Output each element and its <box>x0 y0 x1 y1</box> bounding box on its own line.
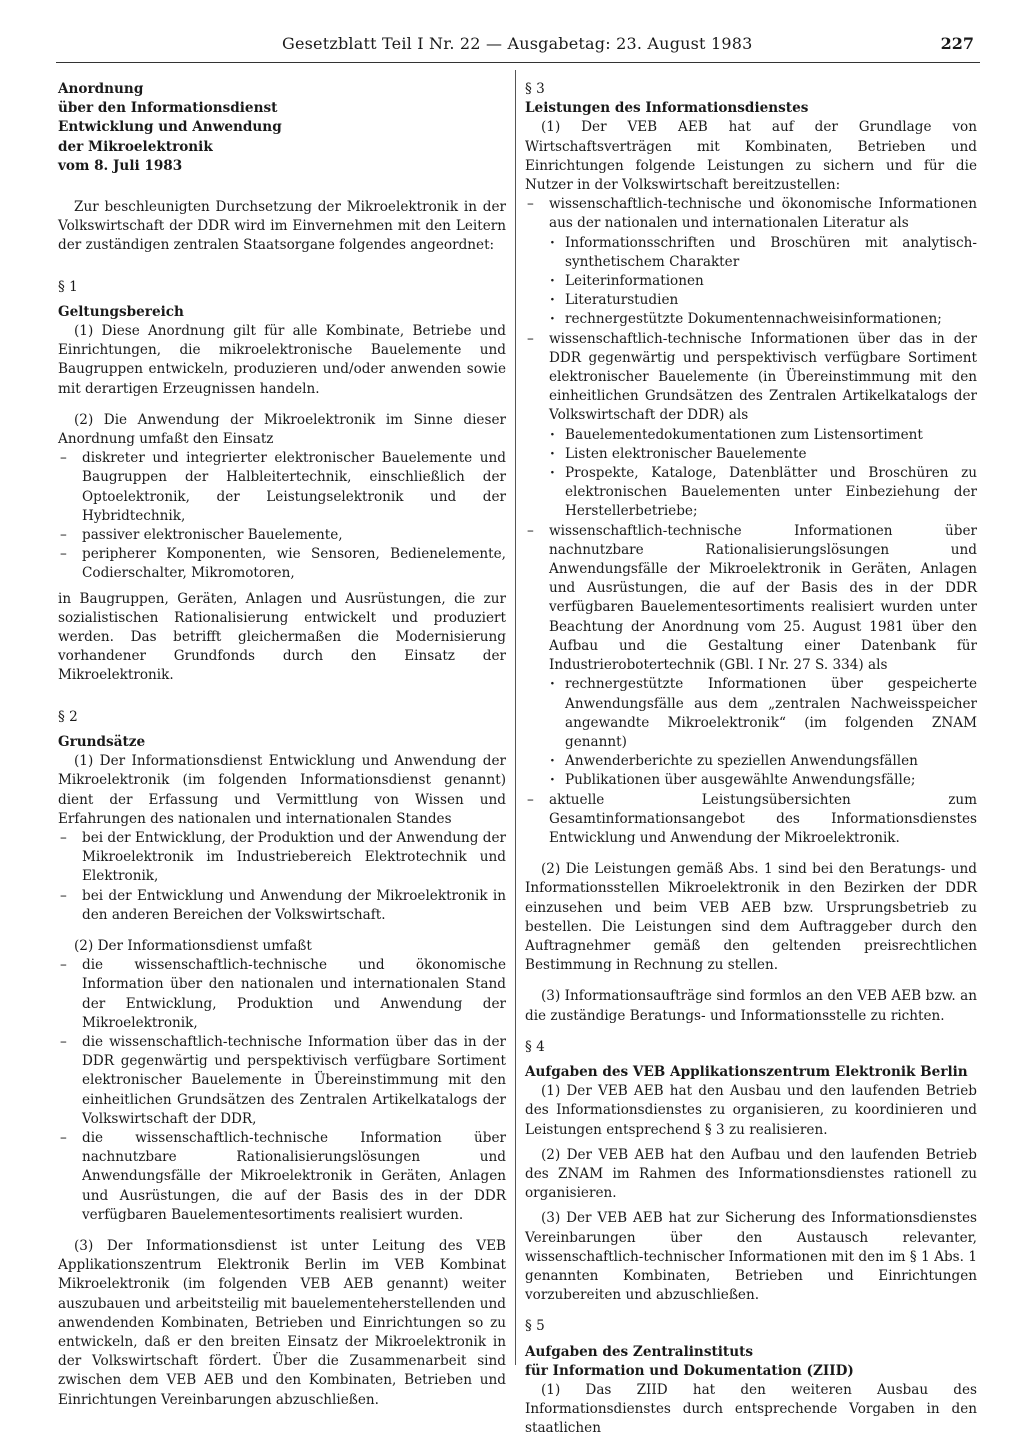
list-item: – die wissenschaftlich-technische und ökonomische Information über den nationalen und internationalen Stand der Entwicklung, Produktion und Anwendung der Mikroelektronik, <box>58 956 506 1033</box>
section-3-para-2: (2) Die Leistungen gemäß Abs. 1 sind bei den Beratungs- und Informationsstellen Mikroelektronik in den Bezirken der DDR einzusehen und beim VEB AEB bzw. Ursprungsbetrieb zu bestellen. Die Leistungen sind dem Auftraggeber durch den Auftragnehmer gemäß den geltenden preisrechtlichen Bestimmung in Rechnung zu stellen. <box>525 861 977 974</box>
section-3-para-3: (3) Informationsaufträge sind formlos an den VEB AEB bzw. an die zuständige Beratungs- und Informationsstelle zu richten. <box>525 988 977 1024</box>
sub-list-item: · Anwenderberichte zu speziellen Anwendungsfällen <box>525 752 977 771</box>
left-column <box>58 80 506 1410</box>
section-4-para-2: (2) Der VEB AEB hat den Aufbau und den laufenden Betrieb des ZNAM im Rahmen des Informationsdienstes rationell zu organisieren. <box>525 1146 977 1202</box>
sub-list-item: · Informationsschriften und Broschüren mit analytisch-synthetischem Charakter <box>525 234 977 272</box>
list-item: – die wissenschaftlich-technische Information über das in der DDR gegenwärtig und perspektivisch verfügbare Sortiment elektronischer Bauelemente in Übereinstimmung mit den einheitlichen Grundsätzen des Zentralen Artikelkatalogs der Volkswirtschaft der DDR, <box>58 1033 506 1129</box>
sub-list <box>525 234 977 330</box>
section-3-sign: § 3 <box>525 81 545 97</box>
page-number: 227 <box>940 34 974 53</box>
header-rule <box>56 62 980 63</box>
page-header <box>0 34 1024 58</box>
section-5-title-line: für Information und Dokumentation (ZIID) <box>525 1362 854 1379</box>
section-2-para-3: (3) Der Informationsdienst ist unter Leitung des VEB Applikationszentrum Elektronik Berlin im VEB Kombinat Mikroelektronik (im folgenden VEB AEB genannt) weiter auszubauen und arbeitsteilig mit bauelementeherstellenden und anwendenden Kombinaten, Betrieben und Einrichtungen so zu entwickeln, daß er den breiten Einsatz der Mikroelektronik in der Volkswirtschaft fördert. Über die Zusammenarbeit sind zwischen dem VEB AEB und den Kombinaten, Betrieben und Einrichtungen Vereinbarungen abzuschließen. <box>58 1237 506 1408</box>
list-item: – bei der Entwicklung und Anwendung der Mikroelektronik in den anderen Bereichen der Volkswirtschaft. <box>58 887 506 925</box>
list-item-text: wissenschaftlich-technische Informationen über nachnutzbare Rationalisierungslösungen und Anwendungsfälle der Mikroelektronik in Geräten, Anlagen und Ausrüstungen, die auf der Basis des in der DDR verfügbaren Bauelementesortiments realisiert wurden unter Beachtung der Anordnung vom 25. August 1981 über den Aufbau und die Gestaltung einer Datenbank für Industrierobotertechnik (GBl. I Nr. 27 S. 334) als <box>549 522 977 674</box>
section-4-title: Aufgaben des VEB Applikationszentrum Elektronik Berlin <box>525 1063 968 1080</box>
doc-title-line: über den Informationsdienst <box>58 100 278 117</box>
sub-list-item: · Prospekte, Kataloge, Datenblätter und Broschüren zu elektronischen Bauelementen unter Einbeziehung der Herstellerbetriebe; <box>525 464 977 522</box>
section-4-sign: § 4 <box>525 1038 545 1055</box>
list-item <box>525 330 977 522</box>
section-2-list-2 <box>58 956 506 1225</box>
section-1-list <box>58 449 506 583</box>
sub-list <box>525 675 977 790</box>
sub-list-item: · Leiterinformationen <box>525 272 977 291</box>
section-2-title: Grundsätze <box>58 733 146 750</box>
list-item: – die wissenschaftlich-technische Information über nachnutzbare Rationalisierungslösungen und Anwendungsfälle der Mikroelektronik in Geräten, Anlagen und Ausrüstungen, die auf der Basis des in der DDR verfügbaren Bauelementesortiments realisiert wurden. <box>58 1129 506 1225</box>
gazette-header: Gesetzblatt Teil I Nr. 22 — Ausgabetag: 23. August 1983 <box>282 34 753 53</box>
doc-title-line: der Mikroelektronik <box>58 138 213 155</box>
preamble: Zur beschleunigten Durchsetzung der Mikroelektronik in der Volkswirtschaft der DDR wird im Einvernehmen mit den Leitern der zuständigen zentralen Staatsorgane folgendes angeordnet: <box>58 199 506 254</box>
section-5-para-1: (1) Das ZIID hat den weiteren Ausbau des Informationsdienstes durch entsprechende Vorgaben in den staatlichen <box>525 1382 977 1437</box>
sub-list-item: · rechnergestützte Informationen über gespeicherte Anwendungsfälle aus dem „zentralen Nachweisspeicher angewandte Mikroelektronik“ (im folgenden ZNAM genannt) <box>525 675 977 752</box>
section-4-para-1: (1) Der VEB AEB hat den Ausbau und den laufenden Betrieb des Informationsdienstes zu organisieren, zu koordinieren und Leistungen entsprechend § 3 zu realisieren. <box>525 1083 977 1138</box>
section-1-sign: § 1 <box>58 278 78 295</box>
list-item-text: wissenschaftlich-technische Informationen über das in der DDR gegenwärtig und perspektivisch verfügbare Sortiment elektronischer Bauelemente (in Übereinstimmung mit den einheitlichen Grundsätzen des Zentralen Artikelkatalogs der Volkswirtschaft der DDR) als <box>549 330 977 424</box>
sub-list <box>525 426 977 522</box>
sub-list-item: · Listen elektronischer Bauelemente <box>525 445 977 464</box>
section-3-title: Leistungen des Informationsdienstes <box>525 100 809 117</box>
section-2-list-1 <box>58 829 506 925</box>
list-item: – passiver elektronischer Bauelemente, <box>58 526 506 545</box>
list-item: – diskreter und integrierter elektronischer Bauelemente und Baugruppen der Halbleitertechnik, einschließlich der Optoelektronik, der Leistungselektronik und der Hybridtechnik, <box>58 449 506 526</box>
section-3-para-1: (1) Der VEB AEB hat auf der Grundlage von Wirtschaftsverträgen mit Kombinaten, Betrieben und Einrichtungen folgende Leistungen zu sichern und für die Nutzer in der Volkswirtschaft bereitzustellen: <box>525 119 977 194</box>
doc-date: vom 8. Juli 1983 <box>58 157 183 174</box>
section-2-para-2: (2) Der Informationsdienst umfaßt <box>74 937 312 954</box>
list-item: – peripherer Komponenten, wie Sensoren, Bedienelemente, Codierschalter, Mikromotoren, <box>58 545 506 583</box>
sub-list-item: · Bauelementedokumentationen zum Listensortiment <box>525 426 977 445</box>
section-1-para-1: (1) Diese Anordnung gilt für alle Kombinate, Betriebe und Einrichtungen, die mikroelektronische Bauelemente und Baugruppen entwickeln, produzieren und/oder anwenden sowie mit derartigen Erzeugnissen handeln. <box>58 323 506 397</box>
section-3-list <box>525 195 977 848</box>
sub-list-item: · rechnergestützte Dokumentennachweisinformationen; <box>525 310 977 329</box>
sub-list-item: · Publikationen über ausgewählte Anwendungsfälle; <box>525 771 977 790</box>
section-4-para-3: (3) Der VEB AEB hat zur Sicherung des Informationsdienstes Vereinbarungen über den Austausch relevanter, wissenschaftlich-technischer Informationen mit den im § 1 Abs. 1 genannten Kombinaten, Betrieben und Einrichtungen vorzubereiten und abzuschließen. <box>525 1210 977 1304</box>
doc-title-line: Entwicklung und Anwendung <box>58 119 282 136</box>
section-1-para-2: (2) Die Anwendung der Mikroelektronik im Sinne dieser Anordnung umfaßt den Einsatz <box>58 411 506 448</box>
section-5-title-line: Aufgaben des Zentralinstituts <box>525 1343 754 1360</box>
doc-title-line: Anordnung <box>58 81 144 97</box>
sub-list-item: · Literaturstudien <box>525 291 977 310</box>
section-5-sign: § 5 <box>525 1318 545 1335</box>
section-1-title: Geltungsbereich <box>58 303 184 320</box>
list-item-text: wissenschaftlich-technische und ökonomische Informationen aus der nationalen und internationalen Literatur als <box>549 196 977 232</box>
section-1-para-3: in Baugruppen, Geräten, Anlagen und Ausrüstungen, die zur sozialistischen Rationalisierung entwickelt und produziert werden. Das betrifft gleichermaßen die Modernisierung vorhandener Grundfonds durch den Einsatz der Mikroelektronik. <box>58 590 506 684</box>
list-item <box>525 195 977 329</box>
section-2-sign: § 2 <box>58 708 78 725</box>
list-item <box>525 522 977 791</box>
section-2-para-1: (1) Der Informationsdienst Entwicklung und Anwendung der Mikroelektronik (im folgenden Informationsdienst genannt) dient der Erfassung und Vermittlung von Wissen und Erfahrungen des nationalen und internationalen Standes <box>58 753 506 827</box>
right-column <box>525 80 977 1439</box>
column-divider <box>515 70 516 1365</box>
list-item: – aktuelle Leistungsübersichten zum Gesamtinformationsangebot des Informationsdienstes Entwicklung und Anwendung der Mikroelektronik. <box>525 791 977 849</box>
list-item: – bei der Entwicklung, der Produktion und der Anwendung der Mikroelektronik im Industriebereich Elektrotechnik und Elektronik, <box>58 829 506 887</box>
